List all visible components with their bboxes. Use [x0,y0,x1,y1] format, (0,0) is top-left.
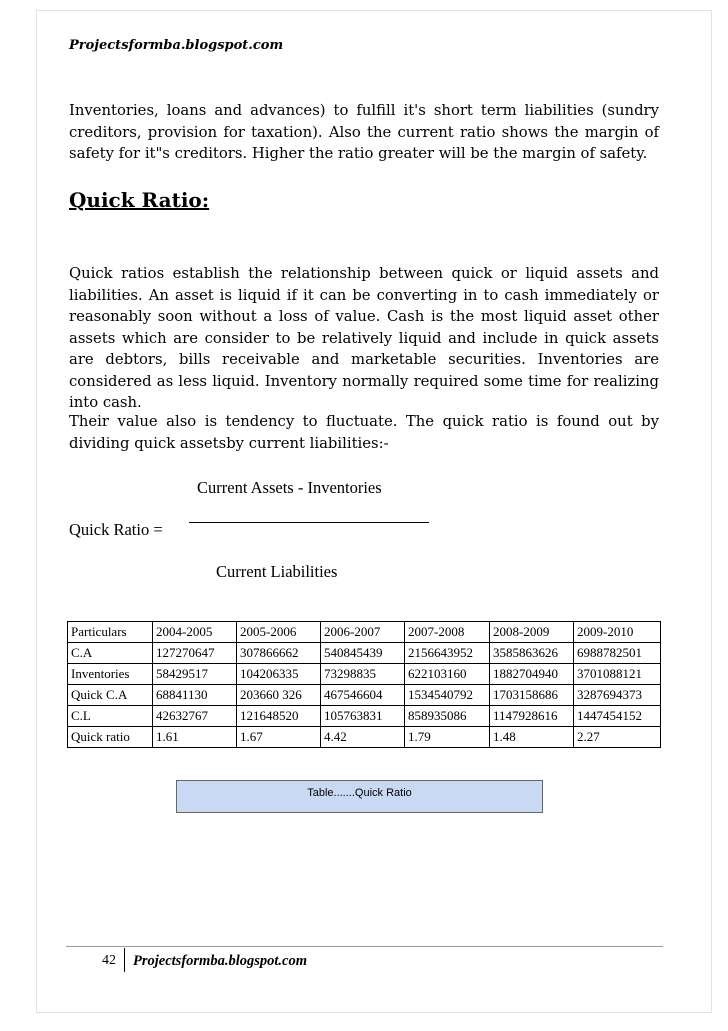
table-cell: 68841130 [153,685,237,706]
footer-site: Projectsformba.blogspot.com [133,953,307,969]
table-cell: 203660 326 [237,685,321,706]
table-cell: 858935086 [405,706,490,727]
table-cell: 3585863626 [490,643,574,664]
table-row [68,643,661,664]
table-cell: 1882704940 [490,664,574,685]
table-cell: 1.48 [490,727,574,748]
table-row [68,685,661,706]
table-header-cell: 2005-2006 [237,622,321,643]
table-cell: 6988782501 [574,643,661,664]
table-row [68,706,661,727]
table-cell: C.A [68,643,153,664]
table-header-cell: 2007-2008 [405,622,490,643]
table-cell: 2156643952 [405,643,490,664]
header-site: Projectsformba.blogspot.com [69,38,284,53]
table-cell: 3701088121 [574,664,661,685]
quick-ratio-table [67,621,661,748]
table-cell: Quick C.A [68,685,153,706]
formula-label: Quick Ratio = [69,520,163,539]
table-cell: Inventories [68,664,153,685]
page-number: 42 [102,953,116,968]
section-heading: Quick Ratio: [69,188,210,212]
table-cell: 3287694373 [574,685,661,706]
table-cell: 121648520 [237,706,321,727]
table-cell: 1703158686 [490,685,574,706]
formula-denominator: Current Liabilities [216,562,338,581]
table-header-cell: Particulars [68,622,153,643]
footer-divider [124,948,125,972]
table-header-row [68,622,661,643]
table-cell: 73298835 [321,664,405,685]
table-header-cell: 2006-2007 [321,622,405,643]
table-cell: 540845439 [321,643,405,664]
table-header-cell: 2009-2010 [574,622,661,643]
table-cell: 58429517 [153,664,237,685]
table-cell: Quick ratio [68,727,153,748]
table-row [68,664,661,685]
table-cell: 1.67 [237,727,321,748]
table-cell: 127270647 [153,643,237,664]
table-cell: 1.79 [405,727,490,748]
footer-rule [66,946,663,947]
value-paragraph: Their value also is tendency to fluctuate. The quick ratio is found out by dividing quick assetsby current liabilities:- [69,413,659,452]
table-header-cell: 2004-2005 [153,622,237,643]
table-cell: 467546604 [321,685,405,706]
table-cell: 1.61 [153,727,237,748]
table-cell: 1147928616 [490,706,574,727]
intro-paragraph: Inventories, loans and advances) to fulfill it's short term liabilities (sundry creditors, provision for taxation). Also the current ratio shows the margin of safety for it"s creditors. Higher the ratio greater will be the margin of safety. [69,102,659,162]
table-cell: 1534540792 [405,685,490,706]
table-row [68,727,661,748]
quick-ratio-definition: Quick ratios establish the relationship between quick or liquid assets and liabilities. An asset is liquid if it can be converting in to cash immediately or reasonably soon without a loss of value. Cash is the most liquid asset other assets which are consider to be relatively liquid and include in quick assets are debtors, bills receivable and marketable securities. Inventories are considered as less liquid. Inventory normally required some time for realizing into cash. [69,265,659,411]
table-cell: C.L [68,706,153,727]
table-cell: 622103160 [405,664,490,685]
formula-numerator: Current Assets - Inventories [197,478,382,497]
table-header-cell: 2008-2009 [490,622,574,643]
table-cell: 2.27 [574,727,661,748]
table-cell: 105763831 [321,706,405,727]
fraction-line [189,522,429,523]
table-cell: 104206335 [237,664,321,685]
table-caption: Table.......Quick Ratio [176,780,543,813]
table-cell: 4.42 [321,727,405,748]
table-cell: 42632767 [153,706,237,727]
table-cell: 307866662 [237,643,321,664]
table-cell: 1447454152 [574,706,661,727]
